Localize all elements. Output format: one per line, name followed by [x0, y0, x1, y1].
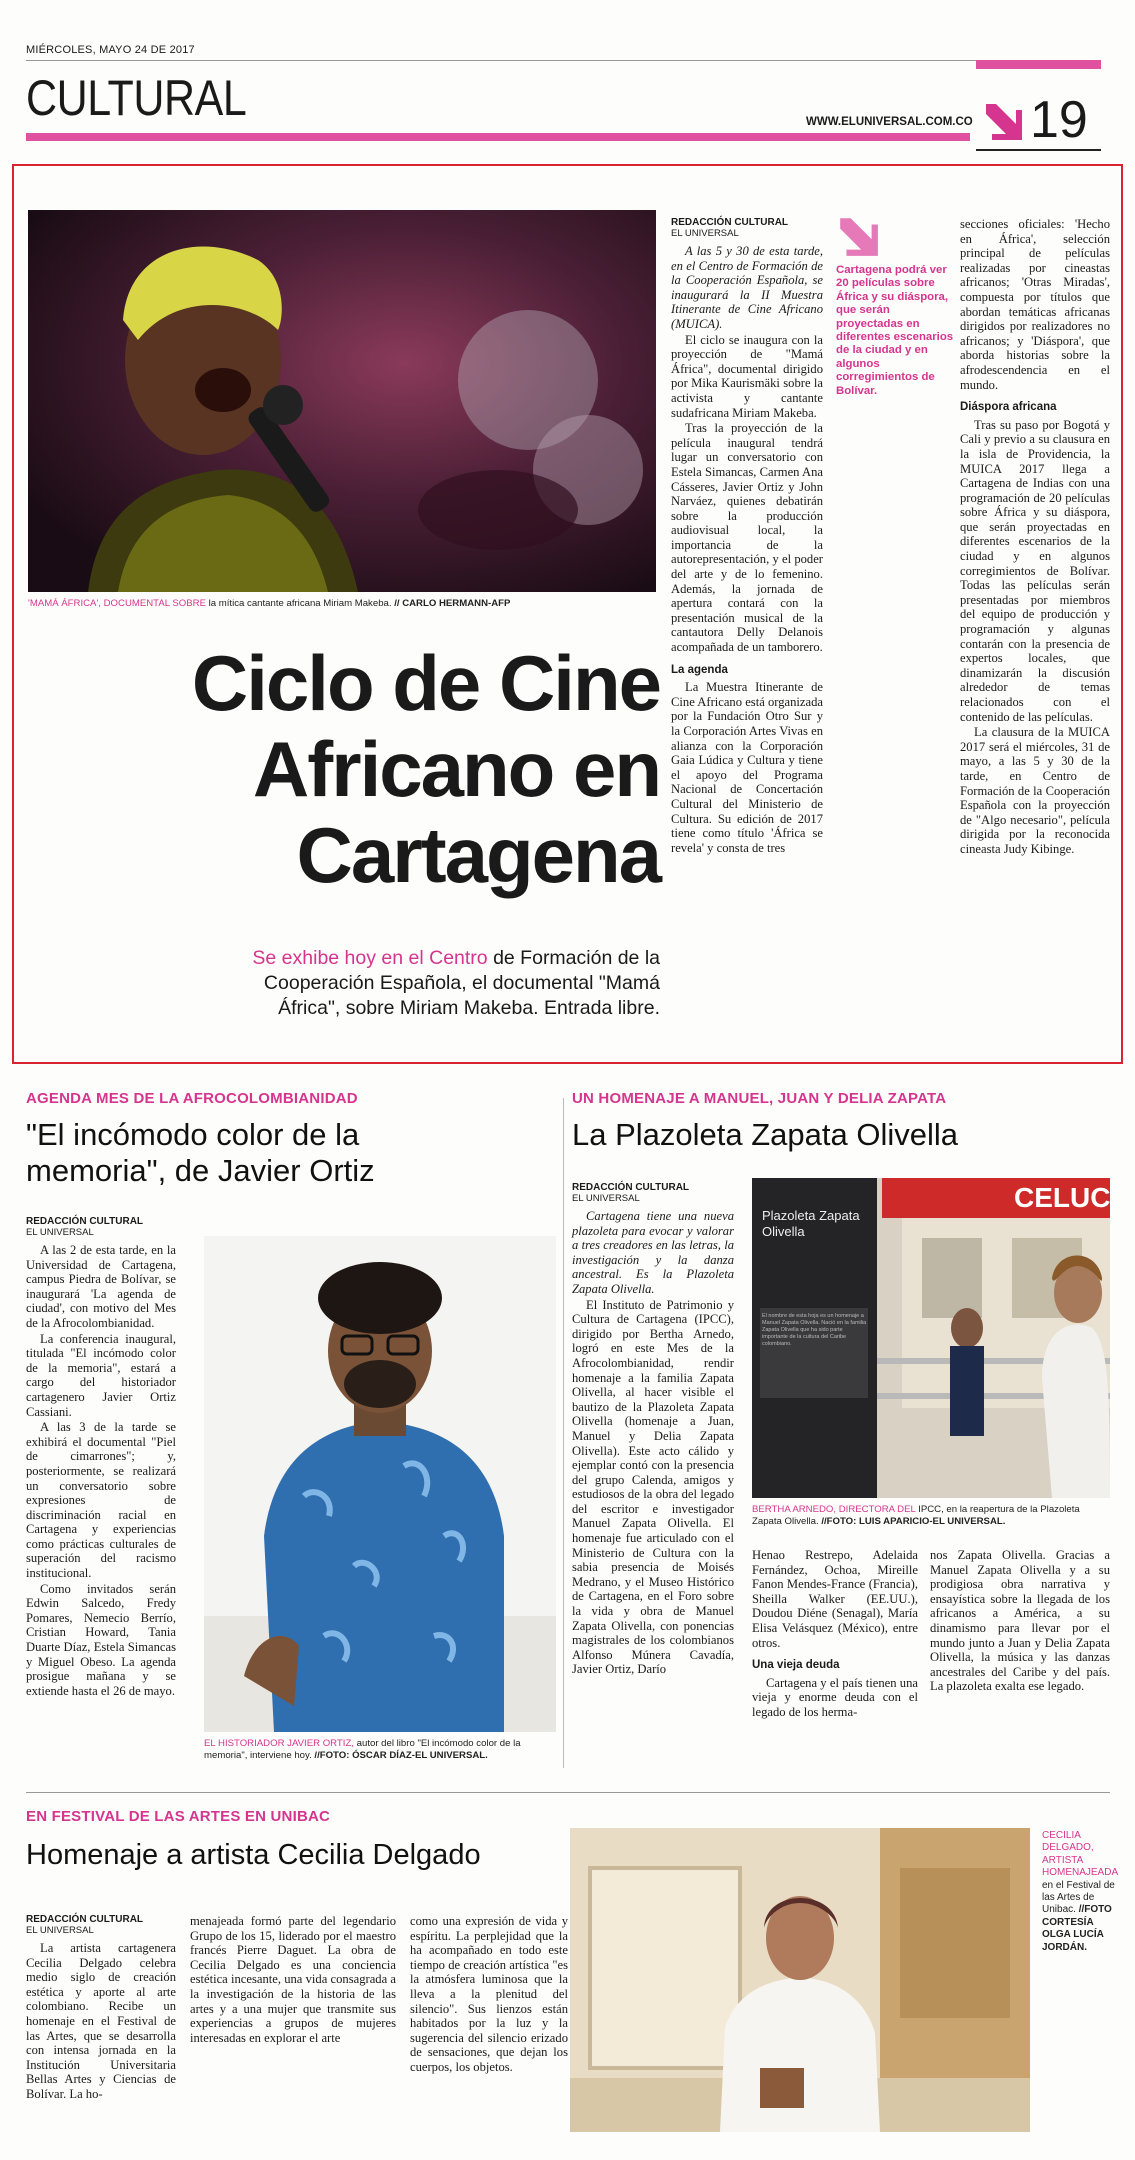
arrow-down-right-icon	[982, 100, 1024, 142]
paragraph: El ciclo se inaugura con la proyección de "Mamá África", documental dirigido por Mika Kaurismäki sobre la activista y cantante sudafricana Miriam Makeba.	[671, 332, 823, 420]
article-title: "El incómodo color de la memoria", de Javier Ortiz	[26, 1117, 375, 1188]
page-number-rule	[976, 149, 1101, 151]
outlet: EL UNIVERSAL	[26, 1925, 94, 1936]
plazoleta-column-1	[572, 1182, 734, 1678]
outlet: EL UNIVERSAL	[671, 228, 739, 239]
paragraph: La Muestra Itinerante de Cine Africano está organizada por la Fundación Otro Sur y la Corporación Artes Vivas en alianza con la Corporación Gaia Lúdica y Cultura y tiene el apoyo del Programa Nacional de Concertación Cultural del Ministerio de Cultura. Su edición de 2017 tiene como título 'África se revela' y consta de tres	[671, 680, 823, 855]
ortiz-column	[26, 1216, 176, 1699]
paragraph: menajeada formó parte del legendario Grupo de los 15, liderado por el maestro francés Pierre Daguet. La obra de Cecilia Delgado es una conciencia estética incesante, una vida consagrada a la investigación de la historia de las artes y a una mujer que transmite sus experiencias a grupos de mujeres interesadas en explorar el arte	[190, 1914, 396, 2045]
caption-highlight: BERTHA ARNEDO, DIRECTORA DEL	[752, 1504, 916, 1515]
pull-quote-text: Cartagena podrá ver 20 películas sobre África y su diáspora, que serán proyectadas en diferentes escenarios de la ciudad y en algunos corregimientos de Bolívar.	[836, 264, 954, 397]
delgado-column-3	[410, 1914, 568, 2076]
plazoleta-column-2	[752, 1548, 918, 1721]
paragraph: secciones oficiales: 'Hecho en África', selección principal de películas realizadas por cineastas africanos; 'Otras Miradas', compuesta por títulos que abordan temáticas africanas dirigidos por realizadores no africanos; y 'Diáspora', que aborda historias sobre la afrodescendencia en el mundo.	[960, 217, 1110, 392]
subhead: La agenda	[671, 663, 728, 676]
caption-text: IPCC, en la reapertura de la Plazoleta Zapata Olivella.	[752, 1504, 1080, 1527]
byline: REDACCIÓN CULTURAL	[26, 1914, 144, 1925]
article-title: Homenaje a artista Cecilia Delgado	[26, 1839, 481, 1871]
photo-credit: //FOTO CORTESÍA OLGA LUCÍA JORDÁN.	[1042, 1904, 1112, 1953]
column-divider	[563, 1098, 564, 1768]
website-url: WWW.ELUNIVERSAL.COM.CO	[806, 116, 973, 128]
paragraph: nos Zapata Olivella. Gracias a Manuel Zapata Olivella y a su prodigiosa obra narrativa y ensayística sobre la llegada de los africanos a América, a su dinamismo para llevar por el mundo junto a Juan y Delia Zapata Olivella, la música y las danzas ancestrales del Caribe y del país. La plazoleta exalta ese legado.	[930, 1548, 1110, 1694]
paragraph: Tras la proyección de la película inaugural tendrá lugar un conversatorio con Estela Simancas, Carmen Ana Cásseres, Javier Ortiz y John Narváez, quienes debatirán sobre la producción audiovisual local, la importancia de la autorepresentación, y el poder del arte y de lo femenino. Además, la jornada de apertura contará con la presentación musical de la cantautora Delly Delanois acompañada de un tamborero.	[671, 421, 823, 655]
outlet: EL UNIVERSAL	[572, 1193, 640, 1204]
pull-quote	[836, 214, 958, 398]
top-rule	[26, 60, 976, 61]
plazoleta-photo	[752, 1178, 1110, 1498]
headline-line-1: Ciclo de Cine	[191, 639, 660, 727]
page-number: 19	[1030, 91, 1088, 149]
main-deck	[200, 946, 660, 1021]
caption-highlight: CECILIA DELGADO, ARTISTA HOMENAJEADA	[1042, 1830, 1118, 1879]
subhead: Una vieja deuda	[752, 1659, 840, 1672]
makeba-photo	[28, 210, 656, 592]
photo-credit: //FOTO: ÓSCAR DÍAZ-EL UNIVERSAL.	[314, 1750, 488, 1761]
date-line: MIÉRCOLES, MAYO 24 DE 2017	[26, 44, 195, 56]
kicker: UN HOMENAJE A MANUEL, JUAN Y DELIA ZAPATA	[572, 1090, 947, 1107]
deck-highlight: Se exhibe hoy en el Centro	[252, 947, 488, 969]
caption-text: en el Festival de las Artes de Unibac.	[1042, 1879, 1115, 1916]
paragraph: La conferencia inaugural, titulada "El incómodo color de la memoria", estará a cargo del historiador cartagenero Javier Ortiz Cassiani.	[26, 1331, 176, 1419]
ortiz-article	[26, 1090, 556, 1780]
lead-paragraph: Cartagena tiene una nueva plazoleta para evocar y valorar a tres creadores en las letras, la investigación y la danza ancestral. Es la Plazoleta Zapata Olivella.	[572, 1209, 734, 1296]
kicker: EN FESTIVAL DE LAS ARTES EN UNIBAC	[26, 1808, 331, 1825]
headline-line-2: Africano en	[252, 725, 660, 813]
plazoleta-photo-caption	[752, 1504, 1110, 1528]
delgado-article	[26, 1808, 1118, 2148]
paragraph: Como invitados serán Edwin Salcedo, Fredy Pomares, Nemecio Berrío, Cristian Howard, Tania Duarte Díaz, Estela Simancas y Miguel Obeso. La agenda prosigue mañana y se extiende hasta el 26 de mayo.	[26, 1581, 176, 1698]
byline: REDACCIÓN CULTURAL	[26, 1216, 144, 1227]
paragraph: El Instituto de Patrimonio y Cultura de Cartagena (IPCC), dirigido por Bertha Arnedo, logró en este Mes de la Afrocolombianidad, rendir homenaje a la familia Zapata Olivella, al hacer visible el bautizo de la Plazoleta Zapata Olivella (homenaje a Juan, Manuel y Delia Zapata Olivella). Este acto cálido y ejemplar contó con la presencia del grupo Calenda, amigos y estudiosos de la obra del legado del escritor e investigador Manuel Zapata Olivella. El homenaje fue articulado con el Ministerio de Cultura con la sabia presencia de Moisés Medrano, y el Museo Histórico de Cartagena, en el Foro sobre la vida y obra de Manuel Zapata Olivella, con ponencias magistrales de los colombianos Alfonso Múnera Cavadía, Javier Ortiz, Darío	[572, 1297, 734, 1677]
paragraph: A las 3 de la tarde se exhibirá el documental "Piel de cimarrones"; y, posteriormente, se realizará un conversatorio sobre expresiones de discriminación racial en Cartagena y experiencias como prácticas culturales de superación del racismo institucional.	[26, 1420, 176, 1581]
main-article-col3	[960, 217, 1110, 858]
ortiz-photo	[204, 1236, 556, 1732]
photo-sign-title: Plazoleta Zapata Olivella	[762, 1208, 860, 1239]
paragraph: Henao Restrepo, Adelaida Fernández, Ochoa, Mireille Fanon Mendes-France (Francia), Sheilla Walker (EE.UU.), Doudou Diéne (Senagal), María Elisa Velásquez (México), entre otros.	[752, 1548, 918, 1650]
photo-credit: //FOTO: LUIS APARICIO-EL UNIVERSAL.	[821, 1516, 1006, 1527]
outlet: EL UNIVERSAL	[26, 1227, 94, 1238]
deck-text: de Formación de la Cooperación Española, el documental "Mamá África", sobre Miriam Makeba. Entrada libre.	[263, 947, 660, 1019]
article-title: La Plazoleta Zapata Olivella	[572, 1117, 959, 1152]
photo-credit: // CARLO HERMANN-AFP	[394, 598, 511, 609]
plazoleta-column-3	[930, 1548, 1110, 1695]
plazoleta-article	[572, 1090, 1110, 1790]
makeba-photo-caption	[28, 598, 668, 610]
arrow-down-right-icon	[836, 214, 880, 258]
main-headline	[130, 640, 660, 898]
paragraph: La artista cartagenera Cecilia Delgado celebra medio siglo de creación estética y aporte al arte colombiano. Recibe un homenaje en el Festival de las Artes, que se desarrolla con intensa jornada en la Institución Universitaria Bellas Artes y Ciencias de Bolívar. La ho-	[26, 1941, 176, 2101]
ortiz-photo-caption	[204, 1738, 556, 1762]
section-divider	[26, 1792, 1110, 1793]
top-pink-bar	[976, 60, 1101, 69]
byline: REDACCIÓN CULTURAL	[572, 1182, 690, 1193]
photo-sign-text: El nombre de esta hoja es un homenaje a Manuel Zapata Olivella. Nació en la familia Zapata Olivella que ha sido parte importante de la cultura del Caribe colombiano.	[762, 1313, 867, 1347]
paragraph: La clausura de la MUICA 2017 será el miércoles, 31 de mayo, a las 5 y 30 de la tarde, en Centro de Formación de la Cooperación Española con la proyección de "Algo necesario", película dirigida por la reconocida cineasta Judy Kibinge.	[960, 725, 1110, 856]
subhead: Diáspora africana	[960, 401, 1057, 414]
delgado-column-1	[26, 1914, 176, 2103]
caption-highlight: 'MAMÁ ÁFRICA', DOCUMENTAL SOBRE	[28, 598, 206, 609]
caption-text: autor del libro "El incómodo color de la memoria", interviene hoy.	[204, 1738, 521, 1761]
kicker: AGENDA MES DE LA AFROCOLOMBIANIDAD	[26, 1090, 358, 1107]
delgado-photo-caption	[1042, 1830, 1120, 1954]
paragraph: Cartagena y el país tienen una vieja y enorme deuda con el legado de los herma-	[752, 1675, 918, 1719]
delgado-photo	[570, 1828, 1030, 2132]
section-title: CULTURAL	[26, 70, 247, 126]
photo-banner: CELUC	[1014, 1182, 1110, 1213]
headline-line-3: Cartagena	[296, 811, 660, 899]
caption-highlight: EL HISTORIADOR JAVIER ORTIZ,	[204, 1738, 354, 1749]
lead-paragraph: A las 5 y 30 de esta tarde, en el Centro de Formación de la Cooperación Española, se inaugurará la II Muestra Itinerante de Cine Africano (MUICA).	[671, 244, 823, 331]
main-article-col1	[671, 217, 823, 856]
masthead	[26, 36, 1101, 156]
byline: REDACCIÓN CULTURAL	[671, 217, 789, 228]
delgado-column-2	[190, 1914, 396, 2046]
paragraph: como una expresión de vida y espíritu. La perplejidad que la ha acompañado en todo este tiempo de creación artística "es la atmósfera luminosa que la lleva a la plenitud del silencio". Sus lienzos están habitados por la luz y la sugerencia del silencio erizado de sensaciones, que dejan los cuerpos, los objetos.	[410, 1914, 568, 2074]
paragraph: Tras su paso por Bogotá y Cali y previo a su clausura en la isla de Providencia, la MUICA 2017 llega a Cartagena de Indias con una programación de 20 películas sobre África y su diáspora, que serán proyectadas en diferentes escenarios de la ciudad y en algunos corregimientos de Bolívar. Todas las películas serán presentadas por miembros del equipo de producción y programación y algunas contarán con la presencia de expertos locales, que dinamizarán la discusión alrededor de temas relacionados con el contenido de las películas.	[960, 417, 1110, 724]
section-pink-bar	[26, 133, 970, 141]
paragraph: A las 2 de esta tarde, en la Universidad de Cartagena, campus Piedra de Bolívar, se inaugurará 'La agenda de ciudad', con motivo del Mes de la Afrocolombianidad.	[26, 1243, 176, 1330]
caption-text: la mítica cantante africana Miriam Makeba.	[205, 598, 395, 609]
